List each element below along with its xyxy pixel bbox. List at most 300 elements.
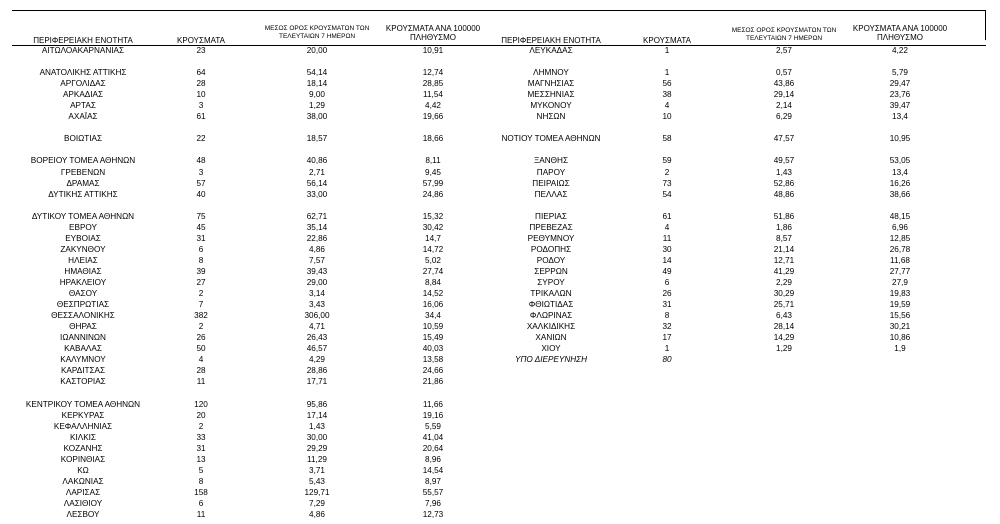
cell-per100k: 13,58 bbox=[422, 355, 444, 365]
cell-cases: 11 bbox=[196, 509, 206, 519]
cell-per100k: 11,66 bbox=[423, 399, 443, 409]
cell-region: ΘΕΣΠΡΩΤΙΑΣ bbox=[56, 300, 110, 310]
cell-cases: 6 bbox=[198, 498, 204, 508]
cell-avg: 29,00 bbox=[306, 277, 328, 287]
cell-cases: 58 bbox=[662, 134, 672, 144]
cell-cases: 1 bbox=[664, 68, 670, 78]
cell-region: ΙΩΑΝΝΙΝΩΝ bbox=[60, 333, 106, 343]
cell-per100k: 10,91 bbox=[422, 46, 444, 55]
right-table-row bbox=[0, 211, 1000, 222]
cell-region: ΒΟΙΩΤΙΑΣ bbox=[63, 134, 103, 144]
cell-avg: 7,57 bbox=[309, 255, 325, 265]
left-table-row bbox=[0, 365, 500, 376]
right-table-row bbox=[0, 266, 1000, 277]
cell-cases: 6 bbox=[198, 244, 204, 254]
right-table-row bbox=[0, 155, 1000, 166]
cell-avg: 26,43 bbox=[306, 333, 328, 343]
cell-region: ΑΡΓΟΛΙΔΑΣ bbox=[60, 79, 106, 89]
cell-cases: 49 bbox=[662, 266, 672, 276]
right-table-row bbox=[0, 122, 1000, 133]
left-table-row bbox=[0, 443, 500, 454]
right-table-row bbox=[0, 200, 1000, 211]
cell-cases: 7 bbox=[198, 300, 204, 310]
cell-avg: 38,00 bbox=[306, 112, 328, 122]
right-table-row bbox=[0, 56, 1000, 67]
cell-avg: 20,00 bbox=[306, 46, 328, 55]
cell-avg: 21,14 bbox=[773, 244, 795, 254]
left-header-per100k-line1: ΚΡΟΥΣΜΑΤΑ ΑΝΑ 100000 bbox=[385, 24, 481, 33]
cell-per100k: 15,32 bbox=[422, 211, 444, 221]
cell-per100k: 16,06 bbox=[422, 300, 444, 310]
cell-avg: 40,86 bbox=[306, 156, 328, 166]
cell-cases: 28 bbox=[196, 79, 206, 89]
cell-cases: 75 bbox=[196, 211, 206, 221]
cell-cases: 8 bbox=[664, 311, 670, 321]
cell-avg: 7,29 bbox=[309, 498, 325, 508]
cell-cases: 31 bbox=[662, 300, 672, 310]
right-table-row bbox=[0, 89, 1000, 100]
cell-cases: 26 bbox=[662, 289, 672, 299]
cell-avg: 6,43 bbox=[776, 311, 792, 321]
cell-region: ΠΕΛΛΑΣ bbox=[534, 189, 568, 199]
cell-per100k: 8,84 bbox=[425, 277, 441, 287]
cell-avg: 41,29 bbox=[773, 266, 795, 276]
cell-per100k: 14,72 bbox=[422, 244, 444, 254]
left-table-row bbox=[0, 387, 500, 398]
top-rule bbox=[12, 10, 986, 11]
cell-avg: 6,29 bbox=[776, 112, 792, 122]
cell-region: ΡΕΘΥΜΝΟΥ bbox=[527, 233, 575, 243]
cell-cases: 1 bbox=[664, 344, 670, 354]
cell-avg: 54,14 bbox=[306, 68, 328, 78]
cell-per100k: 4,42 bbox=[425, 101, 441, 111]
cell-region: ΛΑΡΙΣΑΣ bbox=[65, 487, 101, 497]
cell-region: ΞΑΝΘΗΣ bbox=[533, 156, 569, 166]
cell-cases: 31 bbox=[196, 233, 206, 243]
cell-per100k: 40,03 bbox=[422, 344, 444, 354]
cell-per100k: 14,7 bbox=[425, 233, 441, 243]
cell-region: ΑΙΤΩΛΟΑΚΑΡΝΑΝΙΑΣ bbox=[41, 46, 125, 55]
cell-region: ΖΑΚΥΝΘΟΥ bbox=[60, 244, 106, 254]
cell-avg: 52,86 bbox=[773, 178, 795, 188]
cell-per100k: 12,85 bbox=[889, 233, 911, 243]
cell-region: ΚΟΖΑΝΗΣ bbox=[63, 443, 103, 453]
cell-cases: 4 bbox=[664, 222, 670, 232]
cell-region: ΚΑΒΑΛΑΣ bbox=[64, 344, 102, 354]
cell-per100k: 19,83 bbox=[889, 289, 911, 299]
left-table-row bbox=[0, 476, 500, 487]
cell-region: ΚΑΣΤΟΡΙΑΣ bbox=[60, 377, 106, 387]
left-table-row bbox=[0, 487, 500, 498]
cell-per100k: 30,42 bbox=[422, 222, 444, 232]
cell-avg: 1,86 bbox=[776, 222, 792, 232]
cell-cases: 57 bbox=[196, 178, 206, 188]
cell-avg: 49,57 bbox=[773, 156, 795, 166]
cell-cases: 3 bbox=[198, 167, 204, 177]
cell-region: ΣΥΡΟΥ bbox=[537, 277, 565, 287]
right-table-row bbox=[0, 189, 1000, 200]
cell-cases: 382 bbox=[194, 311, 208, 321]
cell-region: ΛΕΥΚΑΔΑΣ bbox=[529, 46, 573, 55]
cell-region: ΔΥΤΙΚΗΣ ΑΤΤΙΚΗΣ bbox=[48, 189, 118, 199]
cell-avg: 12,71 bbox=[773, 255, 795, 265]
cell-per100k: 8,97 bbox=[425, 476, 441, 486]
cell-per100k: 8,96 bbox=[425, 454, 441, 464]
cell-region: ΚΕΡΚΥΡΑΣ bbox=[61, 410, 105, 420]
right-table-row bbox=[0, 255, 1000, 266]
cell-region: ΚΑΡΔΙΤΣΑΣ bbox=[60, 366, 106, 376]
cell-avg: 48,86 bbox=[773, 189, 795, 199]
cell-region: ΛΑΣΙΘΙΟΥ bbox=[63, 498, 103, 508]
cell-avg: 33,00 bbox=[306, 189, 328, 199]
cell-region: ΜΕΣΣΗΝΙΑΣ bbox=[527, 90, 575, 100]
cell-per100k: 10,59 bbox=[422, 322, 444, 332]
right-table-row bbox=[0, 343, 1000, 354]
cell-avg: 8,57 bbox=[776, 233, 792, 243]
left-table-row bbox=[0, 465, 500, 476]
cell-avg: 1,43 bbox=[309, 421, 325, 431]
cell-region: ΚΑΛΥΜΝΟΥ bbox=[60, 355, 106, 365]
cell-region: ΗΡΑΚΛΕΙΟΥ bbox=[59, 277, 107, 287]
cell-cases: 38 bbox=[662, 90, 672, 100]
cell-per100k: 26,78 bbox=[889, 244, 911, 254]
cell-avg: 56,14 bbox=[306, 178, 328, 188]
cell-avg: 35,14 bbox=[306, 222, 328, 232]
cell-region: ΧΑΝΙΩΝ bbox=[535, 333, 567, 343]
cell-avg: 3,43 bbox=[309, 300, 325, 310]
cell-per100k: 57,99 bbox=[422, 178, 444, 188]
cell-cases: 56 bbox=[662, 79, 672, 89]
cell-per100k: 12,73 bbox=[422, 509, 444, 519]
cell-per100k: 24,86 bbox=[422, 189, 444, 199]
right-table-row bbox=[0, 100, 1000, 111]
cell-cases: 27 bbox=[196, 277, 206, 287]
cell-cases: 11 bbox=[662, 233, 672, 243]
cell-region: ΚΕΝΤΡΙΚΟΥ ΤΟΜΕΑ ΑΘΗΝΩΝ bbox=[25, 399, 141, 409]
cell-cases: 33 bbox=[196, 432, 206, 442]
cell-cases: 13 bbox=[196, 454, 206, 464]
cell-per100k: 16,26 bbox=[889, 178, 911, 188]
cell-region: ΘΑΣΟΥ bbox=[68, 289, 98, 299]
cell-per100k: 41,04 bbox=[422, 432, 444, 442]
cell-per100k: 15,56 bbox=[889, 311, 911, 321]
cell-cases: 20 bbox=[196, 410, 206, 420]
cell-per100k: 5,59 bbox=[425, 421, 441, 431]
cell-region: ΗΜΑΘΙΑΣ bbox=[64, 266, 102, 276]
left-table-row bbox=[0, 509, 500, 520]
cell-avg: 4,71 bbox=[309, 322, 325, 332]
cell-region: ΗΛΕΙΑΣ bbox=[68, 255, 98, 265]
cell-per100k: 19,59 bbox=[889, 300, 911, 310]
cell-cases: 8 bbox=[198, 476, 204, 486]
cell-cases: 11 bbox=[196, 377, 206, 387]
right-header-per100k-line2: ΠΛΗΘΥΣΜΟ bbox=[876, 33, 924, 42]
cell-region: ΑΡΚΑΔΙΑΣ bbox=[62, 90, 104, 100]
cell-region: ΠΡΕΒΕΖΑΣ bbox=[529, 222, 573, 232]
cell-cases: 54 bbox=[662, 189, 672, 199]
cell-per100k: 23,76 bbox=[889, 90, 911, 100]
cell-region: ΛΗΜΝΟΥ bbox=[533, 68, 569, 78]
cell-region: ΕΒΡΟΥ bbox=[69, 222, 97, 232]
cell-cases: 2 bbox=[198, 421, 204, 431]
cell-per100k: 18,66 bbox=[422, 134, 444, 144]
cell-per100k: 27,77 bbox=[889, 266, 911, 276]
right-table-row bbox=[0, 288, 1000, 299]
cell-per100k: 34,4 bbox=[425, 311, 441, 321]
cell-region: ΘΗΡΑΣ bbox=[69, 322, 97, 332]
cell-region: ΚΕΦΑΛΛΗΝΙΑΣ bbox=[53, 421, 113, 431]
cell-cases: 4 bbox=[664, 101, 670, 111]
cell-region: ΑΝΑΤΟΛΙΚΗΣ ΑΤΤΙΚΗΣ bbox=[39, 68, 127, 78]
cell-region: ΘΕΣΣΑΛΟΝΙΚΗΣ bbox=[51, 311, 115, 321]
cell-avg: 29,14 bbox=[773, 90, 795, 100]
right-table-row bbox=[0, 111, 1000, 122]
left-table-row bbox=[0, 421, 500, 432]
cell-per100k: 29,47 bbox=[889, 79, 911, 89]
cell-cases: 17 bbox=[662, 333, 672, 343]
left-table-row bbox=[0, 376, 500, 387]
cell-region: ΛΕΣΒΟΥ bbox=[66, 509, 100, 519]
right-table-row bbox=[0, 354, 1000, 365]
cell-cases: 22 bbox=[196, 134, 206, 144]
cell-cases: 50 bbox=[196, 344, 206, 354]
cell-region: ΣΕΡΡΩΝ bbox=[534, 266, 568, 276]
cell-avg: 43,86 bbox=[773, 79, 795, 89]
cell-cases: 14 bbox=[662, 255, 672, 265]
right-table-row bbox=[0, 310, 1000, 321]
cell-cases: 32 bbox=[662, 322, 672, 332]
cell-avg: 18,57 bbox=[306, 134, 328, 144]
cell-cases: 10 bbox=[196, 90, 206, 100]
cell-avg: 5,43 bbox=[309, 476, 325, 486]
cell-avg: 47,57 bbox=[773, 134, 795, 144]
cell-per100k: 13,4 bbox=[892, 112, 908, 122]
cell-avg: 0,57 bbox=[776, 68, 792, 78]
right-header-per100k-line1: ΚΡΟΥΣΜΑΤΑ ΑΝΑ 100000 bbox=[852, 24, 948, 33]
cell-avg: 1,29 bbox=[309, 101, 325, 111]
cell-per100k: 11,54 bbox=[423, 90, 443, 100]
cell-avg: 28,86 bbox=[306, 366, 328, 376]
cell-per100k: 10,95 bbox=[889, 134, 911, 144]
cell-avg: 17,14 bbox=[306, 410, 328, 420]
cell-region: ΔΥΤΙΚΟΥ ΤΟΜΕΑ ΑΘΗΝΩΝ bbox=[31, 211, 135, 221]
cell-cases: 39 bbox=[196, 266, 206, 276]
cell-avg: 30,00 bbox=[306, 432, 328, 442]
cell-per100k: 55,57 bbox=[422, 487, 444, 497]
right-table-row bbox=[0, 244, 1000, 255]
cell-cases: 73 bbox=[662, 178, 672, 188]
cell-avg: 129,71 bbox=[304, 487, 330, 497]
cell-avg: 4,86 bbox=[309, 509, 325, 519]
cell-per100k: 5,79 bbox=[892, 68, 908, 78]
cell-per100k: 8,11 bbox=[425, 156, 441, 166]
right-header-cases: ΚΡΟΥΣΜΑΤΑ bbox=[643, 36, 691, 45]
cell-per100k: 7,96 bbox=[425, 498, 441, 508]
cell-region: ΤΡΙΚΑΛΩΝ bbox=[530, 289, 572, 299]
cell-avg: 28,14 bbox=[773, 322, 795, 332]
cell-cases: 120 bbox=[194, 399, 208, 409]
cell-region: ΜΑΓΝΗΣΙΑΣ bbox=[527, 79, 575, 89]
cell-per100k: 21,86 bbox=[422, 377, 444, 387]
left-header-region: ΠΕΡΙΦΕΡΕΙΑΚΗ ΕΝΟΤΗΤΑ bbox=[33, 36, 133, 45]
cell-region: ΓΡΕΒΕΝΩΝ bbox=[60, 167, 106, 177]
cell-cases: 2 bbox=[198, 322, 204, 332]
cell-avg: 11,29 bbox=[307, 454, 327, 464]
cell-avg: 2,14 bbox=[776, 101, 792, 111]
right-table-row bbox=[0, 45, 1000, 56]
cell-cases: 40 bbox=[196, 189, 206, 199]
cell-cases: 59 bbox=[662, 156, 672, 166]
cell-per100k: 53,05 bbox=[889, 156, 911, 166]
cell-region: ΧΙΟΥ bbox=[541, 344, 561, 354]
cell-avg: 1,29 bbox=[776, 344, 792, 354]
left-table-row bbox=[0, 399, 500, 410]
cell-per100k: 27,74 bbox=[422, 266, 444, 276]
cell-per100k: 4,22 bbox=[892, 46, 908, 55]
left-table-row bbox=[0, 410, 500, 421]
cell-cases: 28 bbox=[196, 366, 206, 376]
cell-avg: 14,29 bbox=[773, 333, 795, 343]
cell-region: ΜΥΚΟΝΟΥ bbox=[530, 101, 572, 111]
cell-avg: 4,86 bbox=[309, 244, 325, 254]
cell-cases: 1 bbox=[664, 46, 670, 55]
cell-per100k: 39,47 bbox=[889, 101, 911, 111]
cell-cases: 2 bbox=[664, 167, 670, 177]
cell-cases: 158 bbox=[194, 487, 208, 497]
cell-per100k: 28,85 bbox=[422, 79, 444, 89]
cell-region: ΥΠΟ ΔΙΕΡΕΥΝΗΣΗ bbox=[515, 355, 587, 365]
cell-per100k: 20,64 bbox=[422, 443, 444, 453]
cell-region: ΠΕΙΡΑΙΩΣ bbox=[532, 178, 570, 188]
right-table-row bbox=[0, 178, 1000, 189]
left-header-per100k-line2: ΠΛΗΘΥΣΜΟ bbox=[409, 33, 457, 42]
left-table-row bbox=[0, 498, 500, 509]
cell-per100k: 6,96 bbox=[892, 222, 908, 232]
cell-region: ΠΙΕΡΙΑΣ bbox=[535, 211, 567, 221]
right-table-row bbox=[0, 133, 1000, 144]
cell-avg: 3,71 bbox=[309, 465, 325, 475]
left-table-row bbox=[0, 454, 500, 465]
cell-region: ΚΩ bbox=[77, 465, 89, 475]
cell-cases: 80 bbox=[662, 355, 672, 365]
cell-per100k: 1,9 bbox=[894, 344, 906, 354]
cell-region: ΚΙΛΚΙΣ bbox=[69, 432, 97, 442]
cell-cases: 3 bbox=[198, 101, 204, 111]
right-header-avg-line2: ΤΕΛΕΥΤΑΙΩΝ 7 ΗΜΕΡΩΝ bbox=[745, 35, 823, 42]
right-table-row bbox=[0, 144, 1000, 155]
right-header-avg-line1: ΜΕΣΟΣ ΟΡΟΣ ΚΡΟΥΣΜΑΤΩΝ ΤΩΝ bbox=[731, 27, 837, 34]
left-header-avg-line1: ΜΕΣΟΣ ΟΡΟΣ ΚΡΟΥΣΜΑΤΩΝ ΤΩΝ bbox=[264, 25, 370, 32]
cell-region: ΧΑΛΚΙΔΙΚΗΣ bbox=[526, 322, 576, 332]
right-table-row bbox=[0, 321, 1000, 332]
cell-region: ΦΛΩΡΙΝΑΣ bbox=[529, 311, 573, 321]
cell-per100k: 38,66 bbox=[889, 189, 911, 199]
cell-avg: 9,00 bbox=[309, 90, 325, 100]
cell-avg: 22,86 bbox=[306, 233, 328, 243]
cell-per100k: 24,66 bbox=[422, 366, 444, 376]
cell-region: ΛΑΚΩΝΙΑΣ bbox=[62, 476, 104, 486]
cell-avg: 29,29 bbox=[306, 443, 328, 453]
cell-avg: 18,14 bbox=[306, 79, 328, 89]
cell-region: ΚΟΡΙΝΘΙΑΣ bbox=[60, 454, 106, 464]
cell-region: ΝΟΤΙΟΥ ΤΟΜΕΑ ΑΘΗΝΩΝ bbox=[501, 134, 601, 144]
right-table-row bbox=[0, 167, 1000, 178]
cell-avg: 2,29 bbox=[776, 277, 792, 287]
cell-cases: 64 bbox=[196, 68, 206, 78]
cell-per100k: 19,16 bbox=[422, 410, 444, 420]
cell-avg: 3,14 bbox=[309, 289, 325, 299]
cell-per100k: 9,45 bbox=[425, 167, 441, 177]
cell-region: ΒΟΡΕΙΟΥ ΤΟΜΕΑ ΑΘΗΝΩΝ bbox=[30, 156, 136, 166]
cell-cases: 30 bbox=[662, 244, 672, 254]
cell-per100k: 27,9 bbox=[892, 277, 908, 287]
cell-per100k: 14,52 bbox=[422, 289, 444, 299]
right-table-row bbox=[0, 233, 1000, 244]
cell-cases: 2 bbox=[198, 289, 204, 299]
cell-region: ΑΧΑΪΑΣ bbox=[68, 112, 98, 122]
cell-avg: 2,71 bbox=[309, 167, 325, 177]
cell-per100k: 48,15 bbox=[889, 211, 911, 221]
cell-region: ΠΑΡΟΥ bbox=[536, 167, 566, 177]
cell-cases: 61 bbox=[196, 112, 206, 122]
cell-avg: 39,43 bbox=[306, 266, 328, 276]
right-table-row bbox=[0, 222, 1000, 233]
cell-avg: 4,29 bbox=[309, 355, 325, 365]
cell-avg: 62,71 bbox=[306, 211, 328, 221]
cell-region: ΕΥΒΟΙΑΣ bbox=[65, 233, 101, 243]
cell-avg: 46,57 bbox=[306, 344, 328, 354]
right-table-row bbox=[0, 277, 1000, 288]
cell-cases: 10 bbox=[662, 112, 672, 122]
cell-avg: 17,71 bbox=[306, 377, 328, 387]
cell-cases: 61 bbox=[662, 211, 672, 221]
cell-region: ΦΘΙΩΤΙΔΑΣ bbox=[528, 300, 574, 310]
cell-per100k: 19,66 bbox=[422, 112, 444, 122]
cell-region: ΡΟΔΟΥ bbox=[536, 255, 566, 265]
right-table bbox=[0, 45, 1000, 365]
cell-cases: 45 bbox=[196, 222, 206, 232]
cell-per100k: 10,86 bbox=[889, 333, 911, 343]
cell-per100k: 30,21 bbox=[889, 322, 911, 332]
left-header-cases: ΚΡΟΥΣΜΑΤΑ bbox=[177, 36, 225, 45]
cell-cases: 31 bbox=[196, 443, 206, 453]
cell-cases: 6 bbox=[664, 277, 670, 287]
cell-avg: 306,00 bbox=[304, 311, 330, 321]
cell-cases: 4 bbox=[198, 355, 204, 365]
cell-per100k: 5,02 bbox=[425, 255, 441, 265]
cell-per100k: 12,74 bbox=[422, 68, 444, 78]
cell-cases: 26 bbox=[196, 333, 206, 343]
left-header-avg-line2: ΤΕΛΕΥΤΑΙΩΝ 7 ΗΜΕΡΩΝ bbox=[278, 33, 356, 40]
cell-avg: 95,86 bbox=[306, 399, 328, 409]
right-table-row bbox=[0, 78, 1000, 89]
cell-region: ΔΡΑΜΑΣ bbox=[66, 178, 100, 188]
right-table-row bbox=[0, 299, 1000, 310]
right-table-row bbox=[0, 67, 1000, 78]
cell-avg: 2,57 bbox=[776, 46, 792, 55]
cell-cases: 48 bbox=[196, 156, 206, 166]
right-table-row bbox=[0, 332, 1000, 343]
cell-cases: 5 bbox=[198, 465, 204, 475]
cell-cases: 8 bbox=[198, 255, 204, 265]
cell-per100k: 14,54 bbox=[422, 465, 444, 475]
cell-avg: 51,86 bbox=[773, 211, 795, 221]
cell-per100k: 11,68 bbox=[890, 255, 910, 265]
cell-region: ΑΡΤΑΣ bbox=[70, 101, 96, 111]
cell-region: ΝΗΣΩΝ bbox=[536, 112, 566, 122]
cell-region: ΡΟΔΟΠΗΣ bbox=[530, 244, 572, 254]
right-rule bbox=[985, 10, 986, 40]
